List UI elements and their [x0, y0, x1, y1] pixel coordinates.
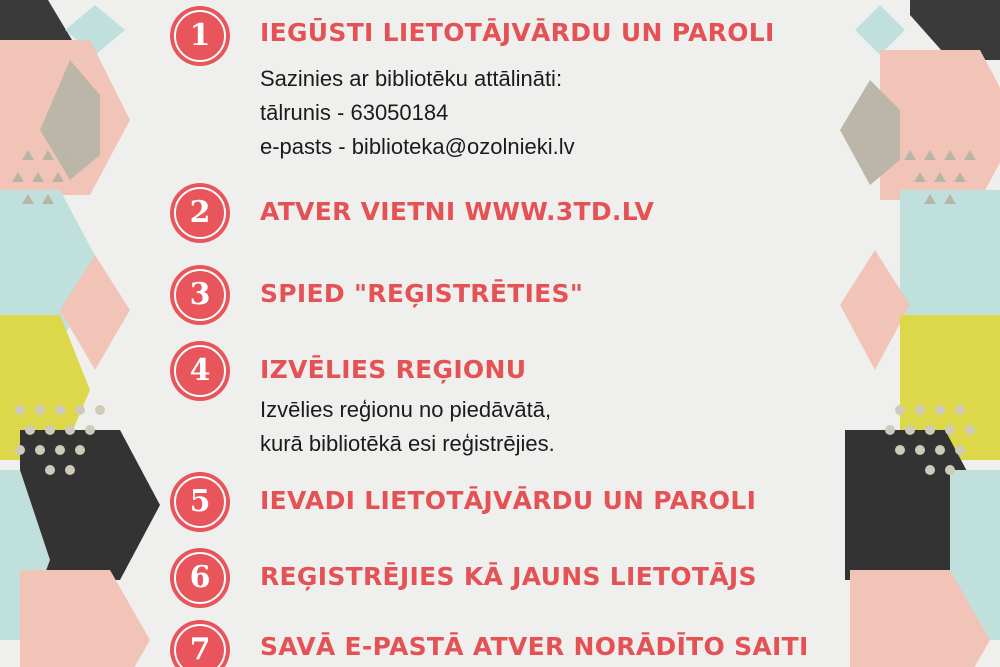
step-7-number: 7	[174, 624, 226, 667]
step-6-number-badge	[170, 548, 230, 608]
step-1-line-1: Sazinies ar bibliotēku attālināti:	[260, 66, 563, 91]
step-4-line-2: kurā bibliotēkā esi reģistrējies.	[260, 431, 555, 456]
step-3-title: SPIED "REĢISTRĒTIES"	[260, 279, 584, 308]
left-hexagon-pattern	[0, 0, 160, 667]
step-3	[170, 265, 870, 329]
step-6-title: REĢISTRĒJIES KĀ JAUNS LIETOTĀJS	[260, 562, 757, 591]
step-5-number-badge	[170, 472, 230, 532]
step-1	[170, 6, 870, 166]
step-7-title: SAVĀ E-PASTĀ ATVER NORĀDĪTO SAITI	[260, 632, 809, 661]
step-3-number-badge	[170, 265, 230, 325]
step-2-number: 2	[174, 187, 226, 239]
step-1-number: 1	[174, 10, 226, 62]
step-6-number: 6	[174, 552, 226, 604]
step-1-title: IEGŪSTI LIETOTĀJVĀRDU UN PAROLI	[260, 18, 775, 47]
step-1-line-2: tālrunis - 63050184	[260, 100, 449, 125]
step-4-number-badge	[170, 341, 230, 401]
step-7-number-badge	[170, 620, 230, 667]
step-4-line-1: Izvēlies reģionu no piedāvātā,	[260, 397, 552, 422]
step-2-number-badge	[170, 183, 230, 243]
step-4-number: 4	[174, 345, 226, 397]
step-2	[170, 183, 870, 247]
step-5-number: 5	[174, 476, 226, 528]
step-6	[170, 548, 870, 612]
step-7	[170, 620, 870, 667]
step-4	[170, 341, 870, 467]
step-1-number-badge	[170, 6, 230, 66]
step-3-number: 3	[174, 269, 226, 321]
step-5-title: IEVADI LIETOTĀJVĀRDU UN PAROLI	[260, 486, 757, 515]
step-4-title: IZVĒLIES REĢIONU	[260, 355, 527, 384]
step-5	[170, 472, 870, 536]
step-2-title: ATVER VIETNI WWW.3TD.LV	[260, 197, 655, 226]
step-1-line-3: e-pasts - biblioteka@ozolnieki.lv	[260, 134, 575, 159]
